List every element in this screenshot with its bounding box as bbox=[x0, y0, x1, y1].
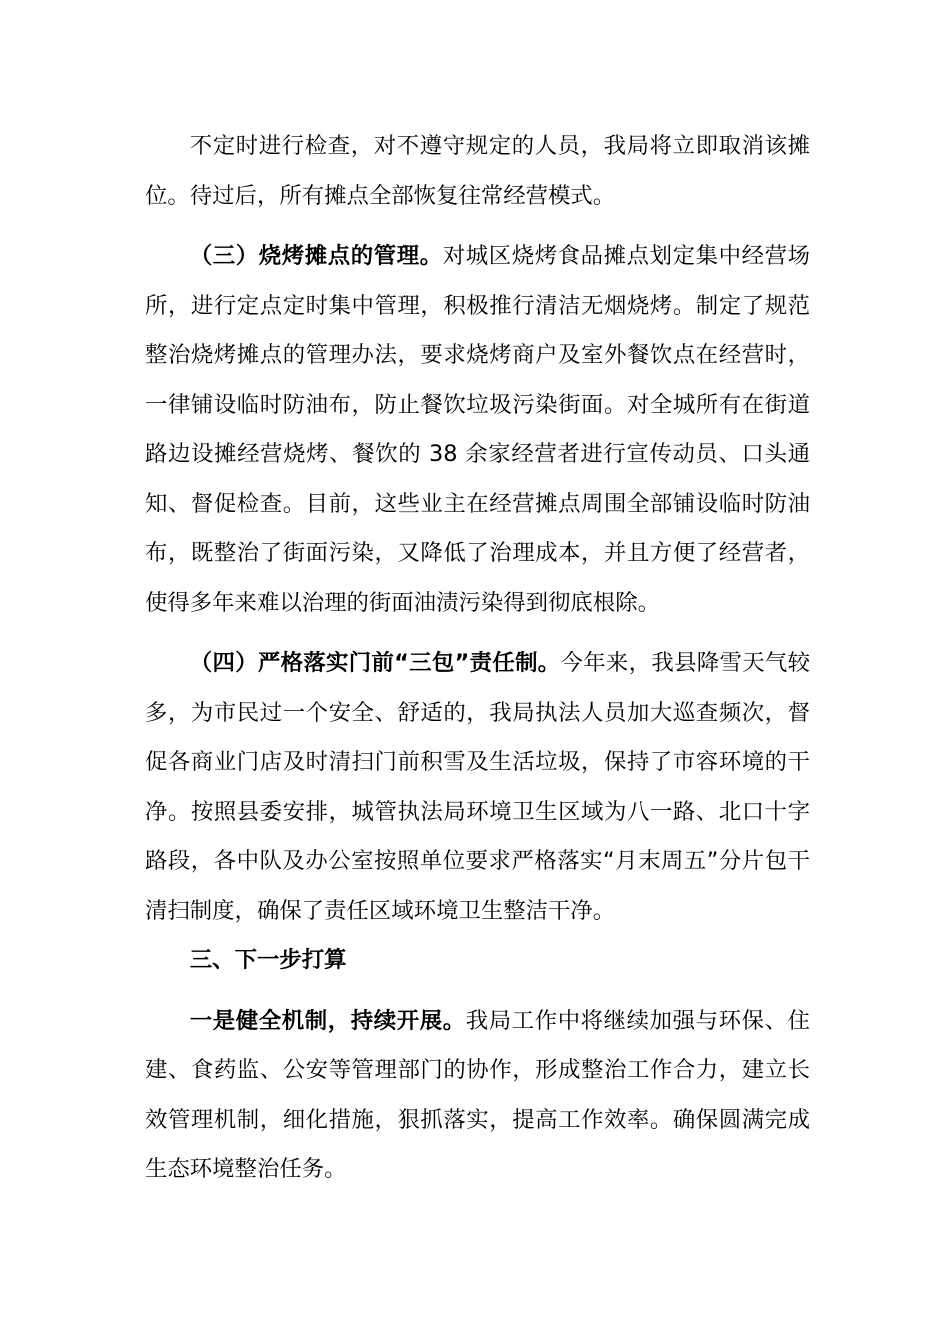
document-body bbox=[145, 122, 810, 1195]
paragraph-text: 我局工作中将继续加强与环保、住建、食药监、公安等管理部门的协作，形成整治工作合力，建立长效管理机制，细化措施，狠抓落实，提高工作效率。确保圆满完成生态环境整治任务。 bbox=[145, 1007, 811, 1182]
paragraph-lead: （三）烧烤摊点的管理。 bbox=[189, 243, 443, 269]
paragraph-lead: （四）严格落实门前“三包”责任制。 bbox=[189, 650, 561, 676]
paragraph-three-guarantees bbox=[145, 639, 810, 936]
paragraph-inspection bbox=[145, 122, 810, 221]
section-heading bbox=[145, 936, 810, 986]
paragraph-text: 对城区烧烤食品摊点划定集中经营场所，进行定点定时集中管理，积极推行清洁无烟烧烤。制定了规范整治烧烤摊点的管理办法，要求烧烤商户及室外餐饮点在经营时，一律铺设临时防油布，防止餐饮垃圾污染街面。对全城所有在街道路边设摊经营烧烤、餐饮的 38 余家经营者进行宣传动员、口头通知、督促检查。目前，这些业主在经营摊点周围全部铺设临时防油布，既整治了街面污染，又降低了治理成本，并且方便了经营者，使得多年来难以治理的街面油渍污染得到彻底根除。 bbox=[145, 243, 811, 616]
paragraph-text: 不定时进行检查，对不遵守规定的人员，我局将立即取消该摊位。待过后，所有摊点全部恢复往常经营模式。 bbox=[145, 133, 810, 209]
paragraph-lead: 一是健全机制，持续开展。 bbox=[189, 1007, 466, 1034]
paragraph-mechanism bbox=[145, 997, 810, 1195]
section-heading-text: 三、下一步打算 bbox=[189, 947, 347, 973]
paragraph-bbq-stalls bbox=[145, 232, 810, 628]
paragraph-text: 今年来，我县降雪天气较多，为市民过一个安全、舒适的，我局执法人员加大巡查频次，督促各商业门店及时清扫门前积雪及生活垃圾，保持了市容环境的干净。按照县委安排，城管执法局环境卫生区域为八一路、北口十字路段，各中队及办公室按照单位要求严格落实“月末周五”分片包干清扫制度，确保了责任区域环境卫生整洁干净。 bbox=[145, 650, 811, 924]
